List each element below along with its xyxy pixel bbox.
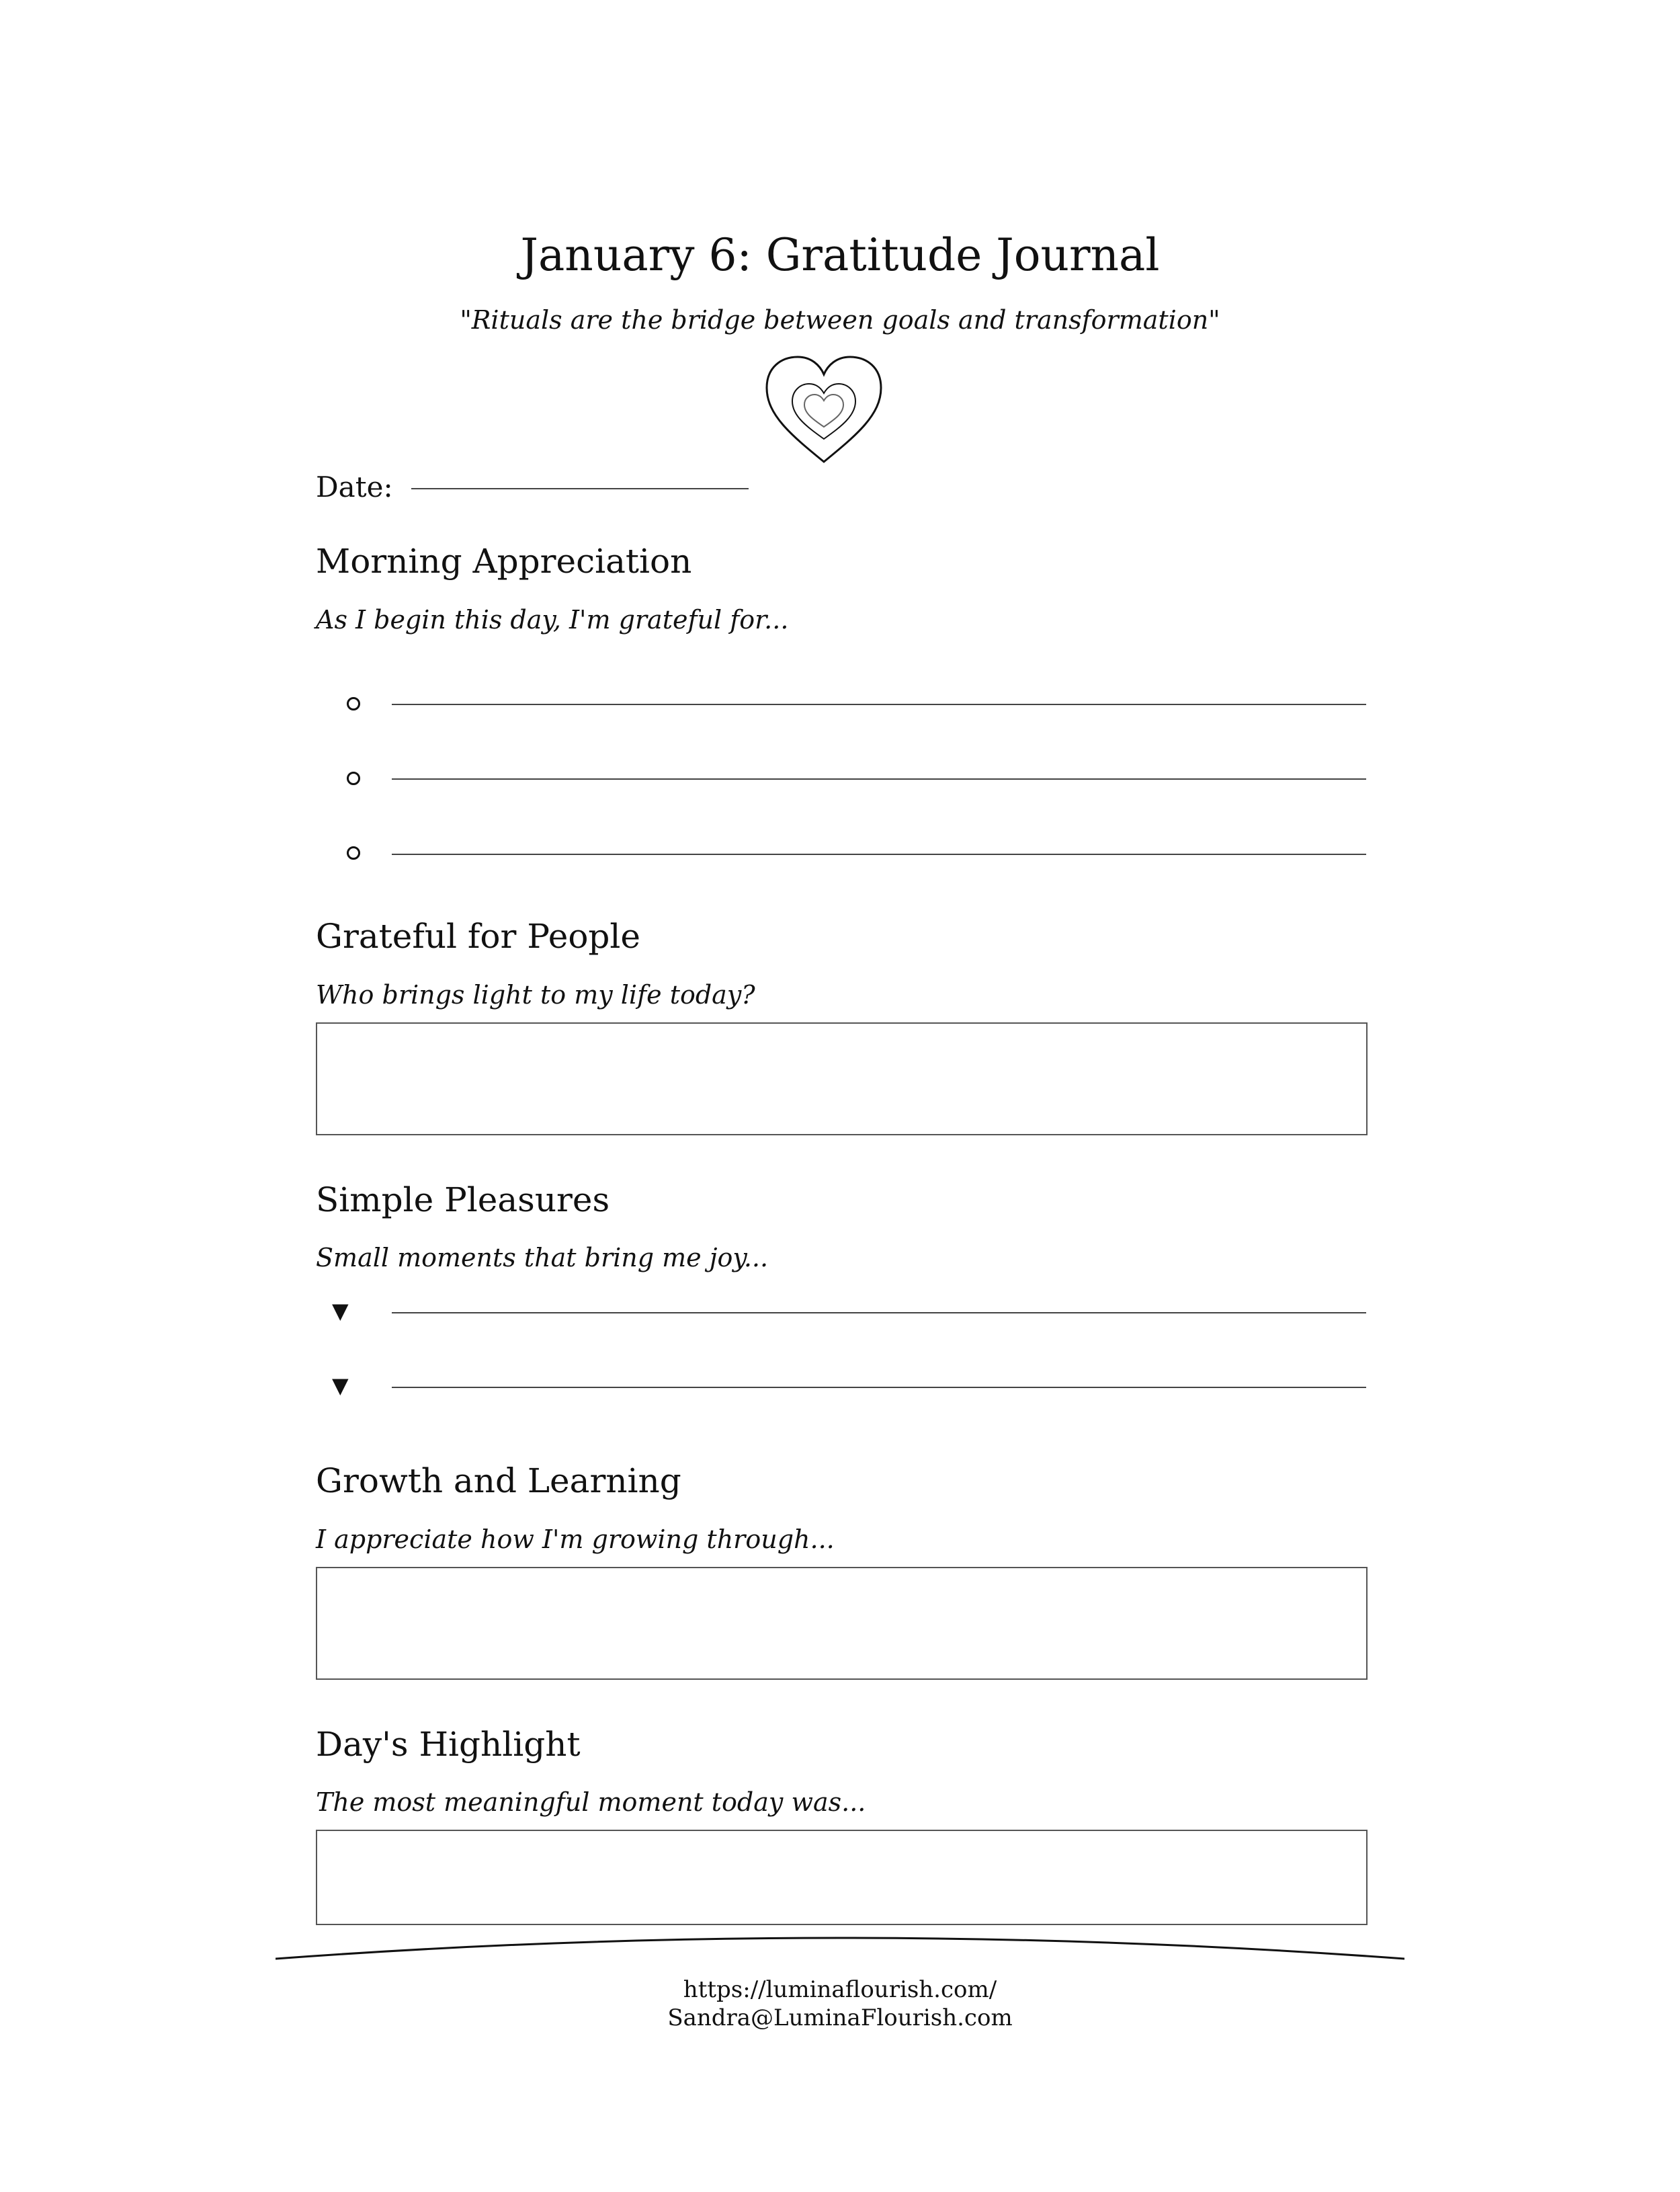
heart-icon xyxy=(764,354,884,465)
section-prompt-pleasures: Small moments that bring me joy... xyxy=(316,1243,769,1272)
section-heading-pleasures: Simple Pleasures xyxy=(316,1180,610,1219)
footer-url[interactable]: https://luminaflourish.com/ xyxy=(683,1976,997,2003)
section-prompt-highlight: The most meaningful moment today was... xyxy=(316,1787,866,1817)
circle-bullet-icon xyxy=(347,697,360,711)
section-prompt-people: Who brings light to my life today? xyxy=(316,980,755,1010)
morning-line-2[interactable] xyxy=(392,778,1366,780)
people-text-box[interactable] xyxy=(316,1022,1368,1135)
section-heading-growth: Growth and Learning xyxy=(316,1461,681,1500)
section-prompt-growth: I appreciate how I'm growing through... xyxy=(316,1525,835,1554)
section-heading-people: Grateful for People xyxy=(316,917,641,956)
section-heading-highlight: Day's Highlight xyxy=(316,1725,581,1764)
section-prompt-morning: As I begin this day, I'm grateful for... xyxy=(316,605,789,635)
footer-divider xyxy=(276,1929,1404,1963)
section-heading-morning: Morning Appreciation xyxy=(316,542,692,581)
triangle-bullet-icon: ▼ xyxy=(332,1298,349,1324)
quote: "Rituals are the bridge between goals and transformation" xyxy=(460,305,1220,335)
footer-email[interactable]: Sandra@LuminaFlourish.com xyxy=(667,2004,1013,2031)
circle-bullet-icon xyxy=(347,846,360,860)
pleasures-line-2[interactable] xyxy=(392,1387,1366,1388)
page-title: January 6: Gratitude Journal xyxy=(520,229,1160,281)
morning-line-3[interactable] xyxy=(392,854,1366,855)
pleasures-line-1[interactable] xyxy=(392,1312,1366,1313)
circle-bullet-icon xyxy=(347,772,360,785)
highlight-text-box[interactable] xyxy=(316,1830,1368,1925)
growth-text-box[interactable] xyxy=(316,1567,1368,1680)
date-label: Date: xyxy=(316,471,393,503)
date-line[interactable] xyxy=(411,488,749,489)
morning-line-1[interactable] xyxy=(392,704,1366,705)
triangle-bullet-icon: ▼ xyxy=(332,1373,349,1398)
